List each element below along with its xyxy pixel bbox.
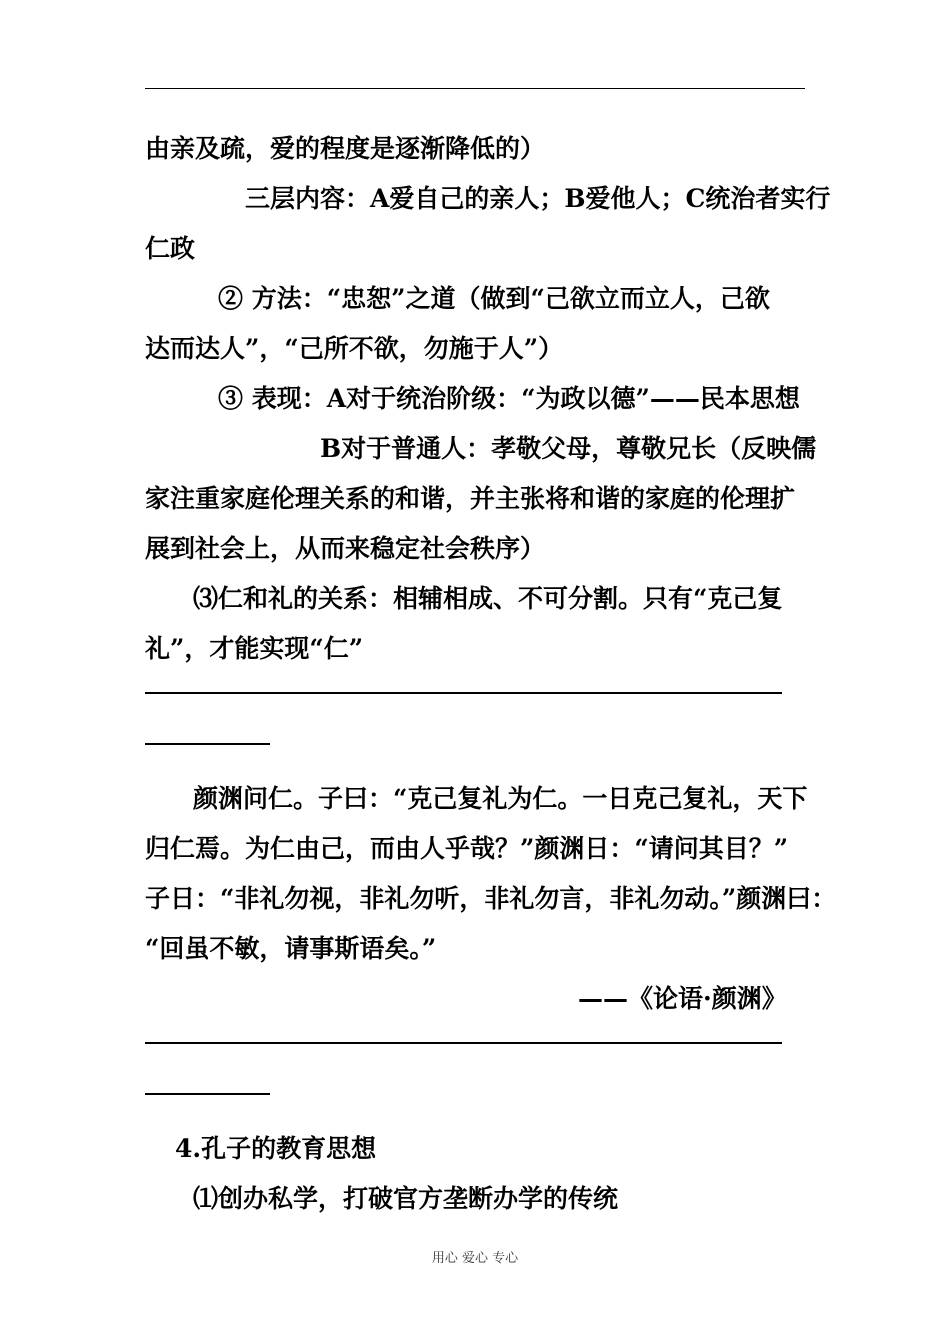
text-line: 家注重家庭伦理关系的和谐，并主张将和谐的家庭的伦理扩	[145, 484, 796, 513]
text-line: 颜渊问仁。子曰：“克己复礼为仁。一日克己复礼，天下	[193, 784, 808, 813]
text-line: 礼”，才能实现“仁”	[145, 634, 364, 663]
text-line: 展到社会上，从而来稳定社会秩序）	[145, 534, 546, 563]
answer-line	[145, 1042, 782, 1044]
answer-line	[145, 743, 270, 745]
text-line: ⑶仁和礼的关系：相辅相成、不可分割。只有“克己复	[193, 584, 783, 613]
text-line: 仁政	[145, 234, 196, 263]
text-line: ② 方法：“忠恕”之道（做到“己欲立而立人，己欲	[218, 284, 770, 313]
text-line: “回虽不敏，请事斯语矣。”	[145, 934, 437, 963]
page-footer: 用心 爱心 专心	[431, 1251, 519, 1266]
text-line: 达而达人”，“己所不欲，勿施于人”）	[145, 334, 564, 363]
text-line: B对于普通人：孝敬父母，尊敬兄长（反映儒	[320, 434, 817, 463]
text-line: ⑴创办私学，打破官方垄断办学的传统	[193, 1184, 619, 1213]
text-line: 三层内容：A爱自己的亲人；B爱他人；C统治者实行	[245, 184, 831, 213]
text-line: 归仁焉。为仁由己，而由人乎哉？”颜渊日：“请问其目？”	[145, 834, 789, 863]
section-heading: 4.孔子的教育思想	[175, 1134, 377, 1163]
text-line: 子日：“非礼勿视，非礼勿听，非礼勿言，非礼勿动。”颜渊曰：	[145, 884, 837, 913]
text-line: 由亲及疏，爱的程度是逐渐降低的）	[145, 134, 546, 163]
answer-line	[145, 692, 782, 694]
text-line: ③ 表现：A对于统治阶级：“为政以德”——民本思想	[218, 384, 800, 413]
header-rule	[145, 88, 805, 89]
answer-line	[145, 1093, 270, 1095]
citation: ——《论语·颜渊》	[578, 984, 787, 1013]
